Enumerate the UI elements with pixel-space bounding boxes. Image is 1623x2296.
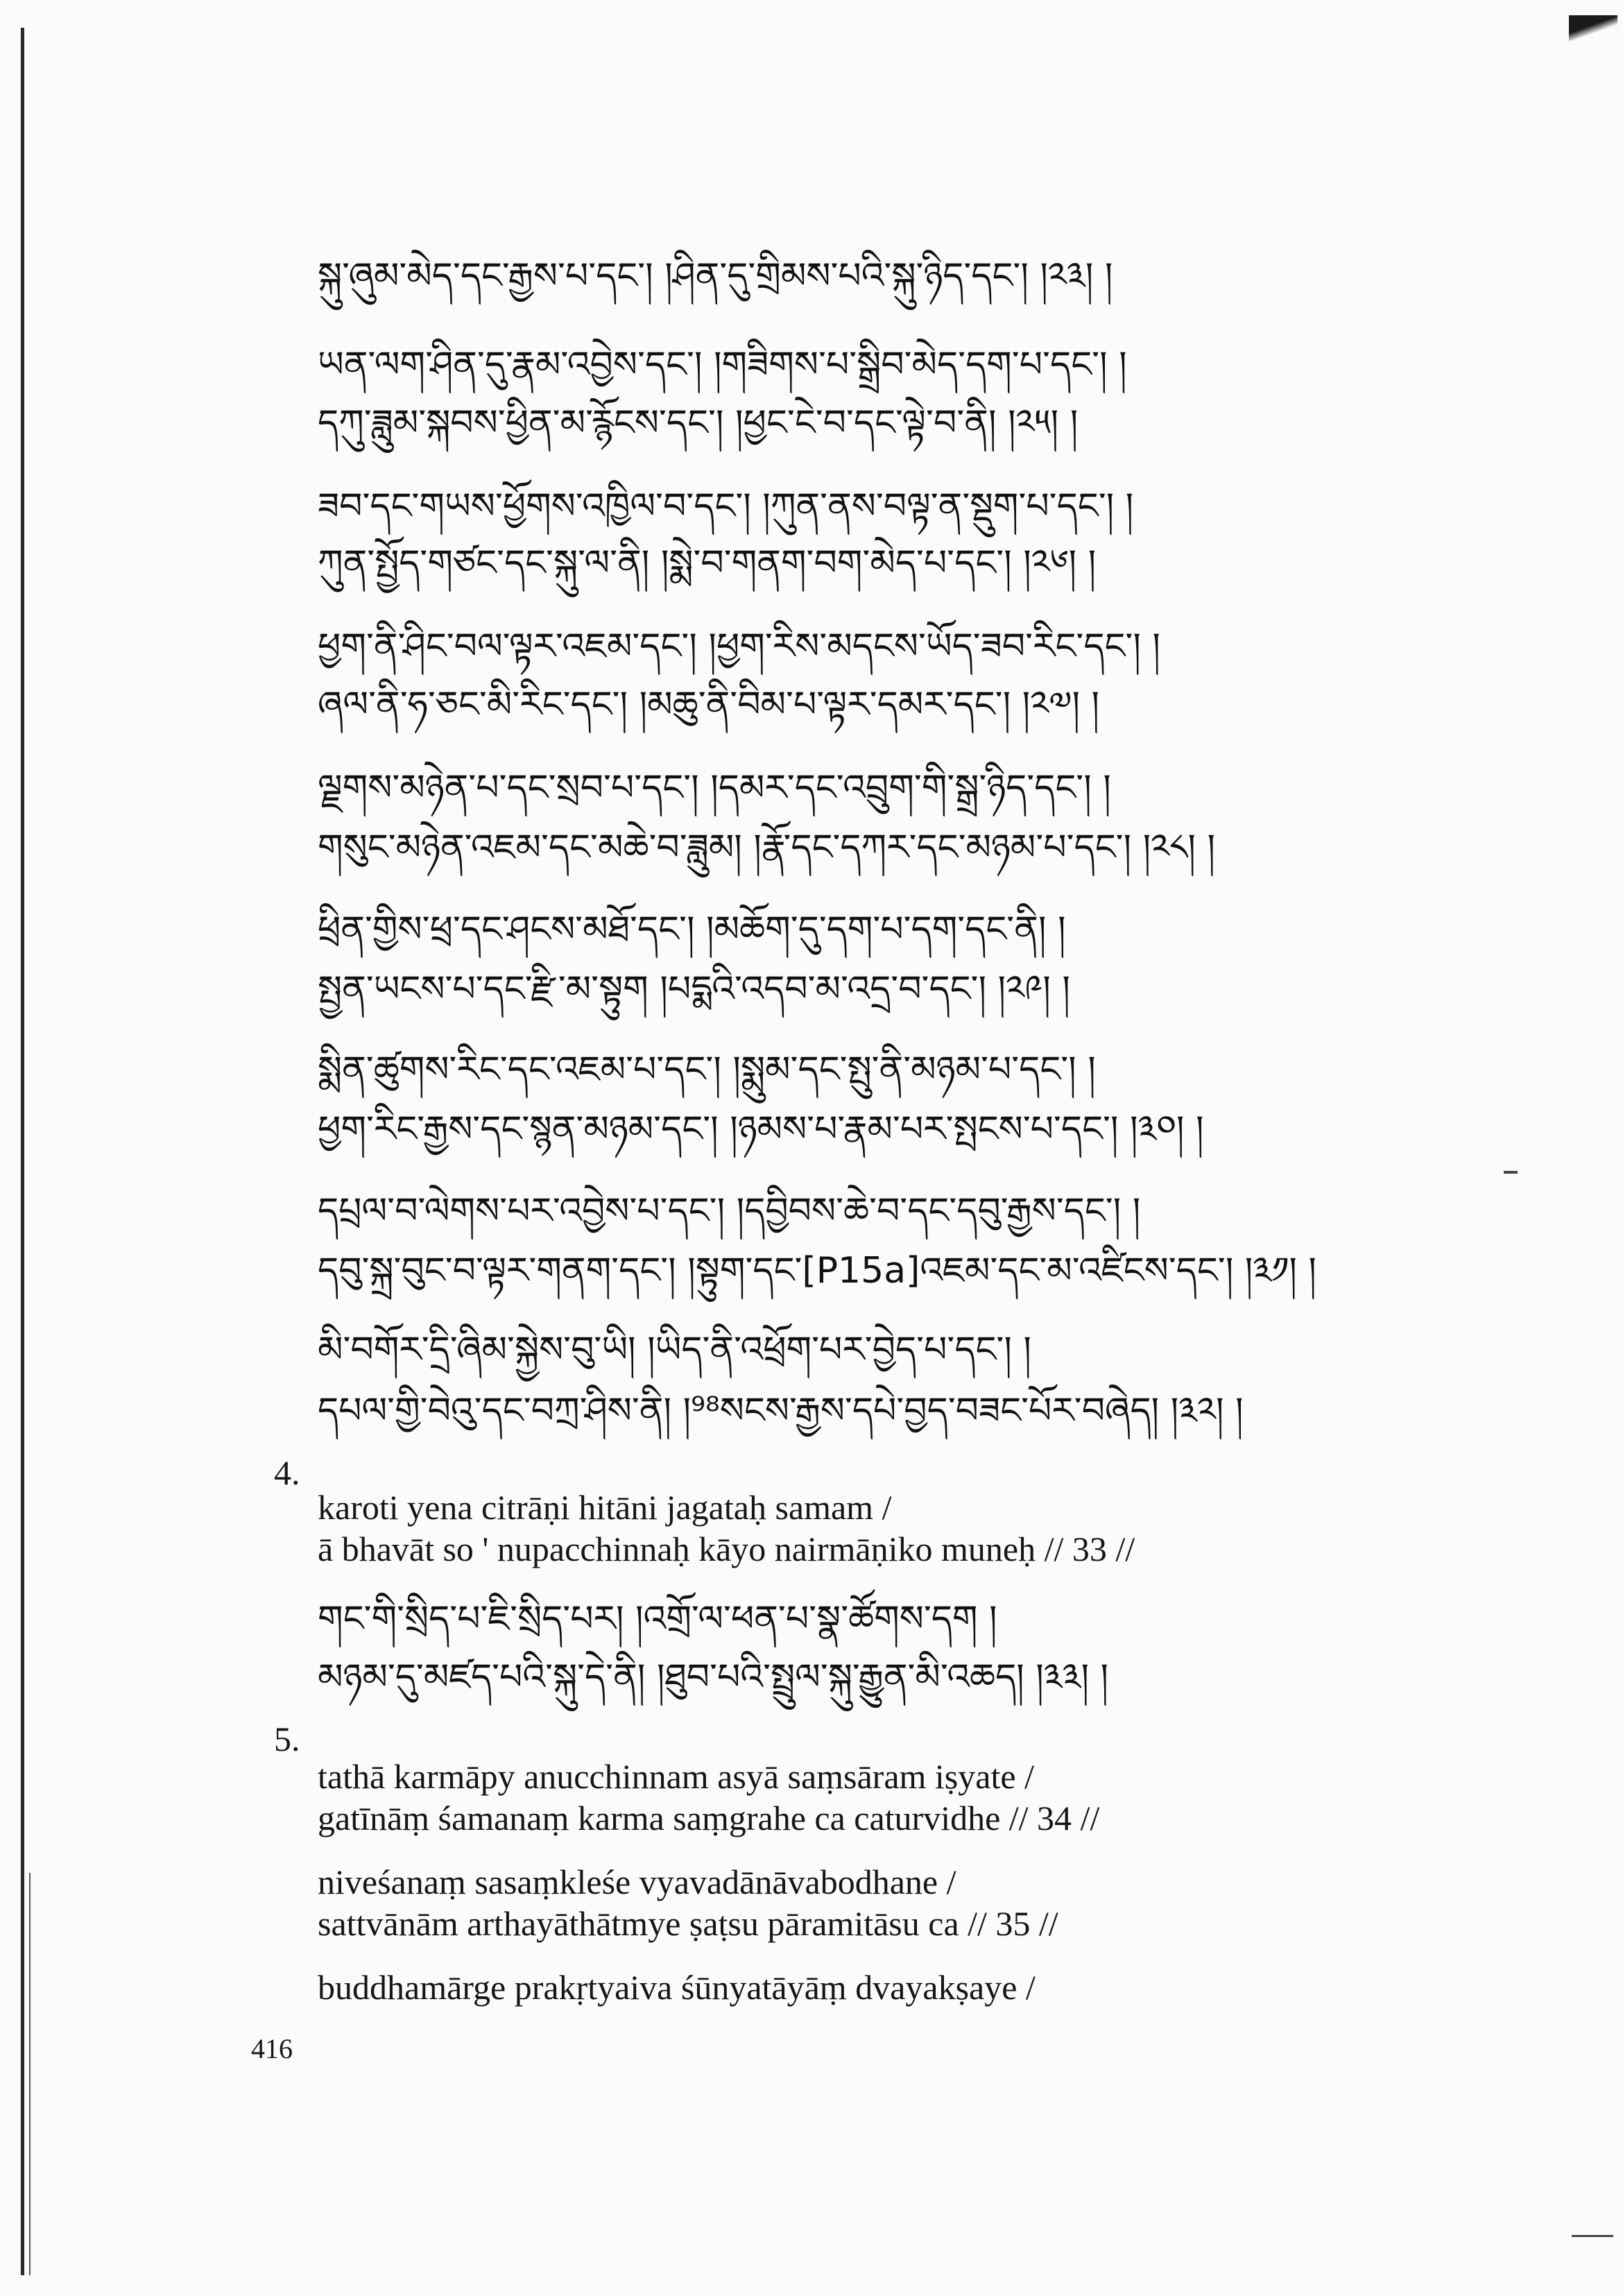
- tibetan-line: དབུ་སྐྲ་བུང་བ་ལྟར་གནག་དང་། །སྟུག་དང་[P15a]འཇམ་དང་མ་འཛིངས་དང་། །༣༡། །: [318, 1250, 1316, 1292]
- sanskrit-line: karoti yena citrāṇi hitāni jagataḥ samam /: [318, 1488, 892, 1527]
- tibetan-line: ཕྲིན་གྱིས་ཕྲ་དང་ཤངས་མཐོ་དང་། །མཆོག་དུ་དག་པ་དག་དང་ནི། །: [318, 909, 1066, 950]
- tibetan-line: སྤྱན་ཡངས་པ་དང་རྫི་མ་སྟུག །པདྨའི་འདབ་མ་འདྲ་བ་དང་། །༢༩། །: [318, 968, 1070, 1010]
- tibetan-line: སྐུ་ཞུམ་མེད་དང་རྒྱས་པ་དང་། །ཤིན་དུ་གྲིམས་པའི་སྐུ་ཉིད་དང་། །༢༣། །: [318, 255, 1113, 297]
- page-number: 416: [251, 2033, 293, 2064]
- sanskrit-line: sattvānām arthayāthātmye ṣaṭsu pāramitāsu ca // 35 //: [318, 1904, 1058, 1943]
- sanskrit-line: tathā karmāpy anucchinnam asyā saṃsāram iṣyate /: [318, 1757, 1034, 1796]
- scan-speck: [1504, 1171, 1518, 1174]
- tibetan-line: ཞལ་ནི་ཧ་ཅང་མི་རིང་དང་། །མཆུ་ནི་བིམ་པ་ལྟར་དམར་དང་། །༢༧། །: [318, 684, 1100, 726]
- tibetan-line: མཉམ་དུ་མཛད་པའི་སྐུ་དེ་ནི། །ཐུབ་པའི་སྤྲུལ་སྐུ་རྒྱུན་མི་འཆད། །༣༣། །: [318, 1656, 1109, 1698]
- tibetan-line: མི་བགོར་དྲི་ཞིམ་སྐྱེས་བུ་ཡི། །ཡིད་ནི་འཕྲོག་པར་བྱེད་པ་དང་། །: [318, 1329, 1031, 1371]
- tibetan-line: དཔལ་གྱི་བེའུ་དང་བཀྲ་ཤིས་ནི། །⁹⁸སངས་རྒྱས་དཔེ་བྱད་བཟང་པོར་བཞེད། །༣༢། །: [318, 1390, 1244, 1432]
- tibetan-line: ཡན་ལག་ཤིན་དུ་རྣམ་འབྱེས་དང་། །གཟིགས་པ་སྒྲིབ་མེད་དག་པ་དང་། །: [318, 344, 1127, 386]
- tibetan-line: སྨིན་ཚུགས་རིང་དང་འཇམ་པ་དང་། །སྨུམ་དང་སྤུ་ནི་མཉམ་པ་དང་། །: [318, 1049, 1096, 1090]
- tibetan-line: གསུང་མཉེན་འཇམ་དང་མཆེ་བ་ཟླུམ། །རྣོ་དང་དཀར་དང་མཉམ་པ་དང་། །༢༨། །: [318, 827, 1216, 868]
- sanskrit-line: buddhamārge prakṛtyaiva śūnyatāyāṃ dvayakṣaye /: [318, 1968, 1036, 2007]
- scan-corner-mark: [1569, 15, 1617, 43]
- binding-edge-inner: [29, 1873, 31, 2275]
- verse-number: 4.: [274, 1453, 300, 1492]
- tibetan-line: གང་གི་སྲིད་པ་ཇི་སྲིད་པར། །འགྲོ་ལ་ཕན་པ་སྣ་ཚོགས་དག །: [318, 1598, 997, 1640]
- sanskrit-line: gatīnāṃ śamanaṃ karma saṃgrahe ca caturvidhe // 34 //: [318, 1799, 1100, 1837]
- tibetan-line: དཔྲལ་བ་ལེགས་པར་འབྱེས་པ་དང་། །དབྱིབས་ཆེ་བ་དང་དབུ་རྒྱས་དང་། །: [318, 1190, 1141, 1232]
- binding-edge: [21, 28, 24, 2275]
- tibetan-line: ཕྱག་ནི་ཤིང་བལ་ལྟར་འཇམ་དང་། །ཕྱག་རིས་མདངས་ཡོད་ཟབ་རིང་དང་། །: [318, 626, 1160, 667]
- sanskrit-line: niveśanaṃ sasaṃkleśe vyavadānāvabodhane /: [318, 1862, 956, 1901]
- tibetan-line: ཕྱག་རིང་རྒྱས་དང་སྙན་མཉམ་དང་། །ཉམས་པ་རྣམ་པར་སྤངས་པ་དང་། །༣༠། །: [318, 1108, 1204, 1150]
- scan-speck-bottom: [1572, 2235, 1613, 2237]
- sanskrit-line: ā bhavāt so ' nupacchinnaḥ kāyo nairmāṇiko muneḥ // 33 //: [318, 1530, 1135, 1568]
- tibetan-line: ཀུན་སྤྱོད་གཙང་དང་སྐུ་ལ་ནི། །སྨེ་བ་གནག་བག་མེད་པ་དང་། །༢༦། །: [318, 542, 1097, 584]
- verse-number: 5.: [274, 1720, 300, 1758]
- tibetan-line: ཟབ་དང་གཡས་ཕྱོགས་འཁྱིལ་བ་དང་། །ཀུན་ནས་བལྟ་ན་སྡུག་པ་དང་། །: [318, 486, 1134, 527]
- tibetan-line: དཀུ་ཟླུམ་སྐབས་ཕྱིན་མ་རྙོངས་དང་། །ཕྱང་ངེ་བ་དང་ལྟེ་བ་ནི། །༢༥། །: [318, 402, 1079, 444]
- tibetan-line: ལྗགས་མཉེན་པ་དང་སྲབ་པ་དང་། །དམར་དང་འབྲུག་གི་སྒྲ་ཉིད་དང་། །: [318, 767, 1111, 809]
